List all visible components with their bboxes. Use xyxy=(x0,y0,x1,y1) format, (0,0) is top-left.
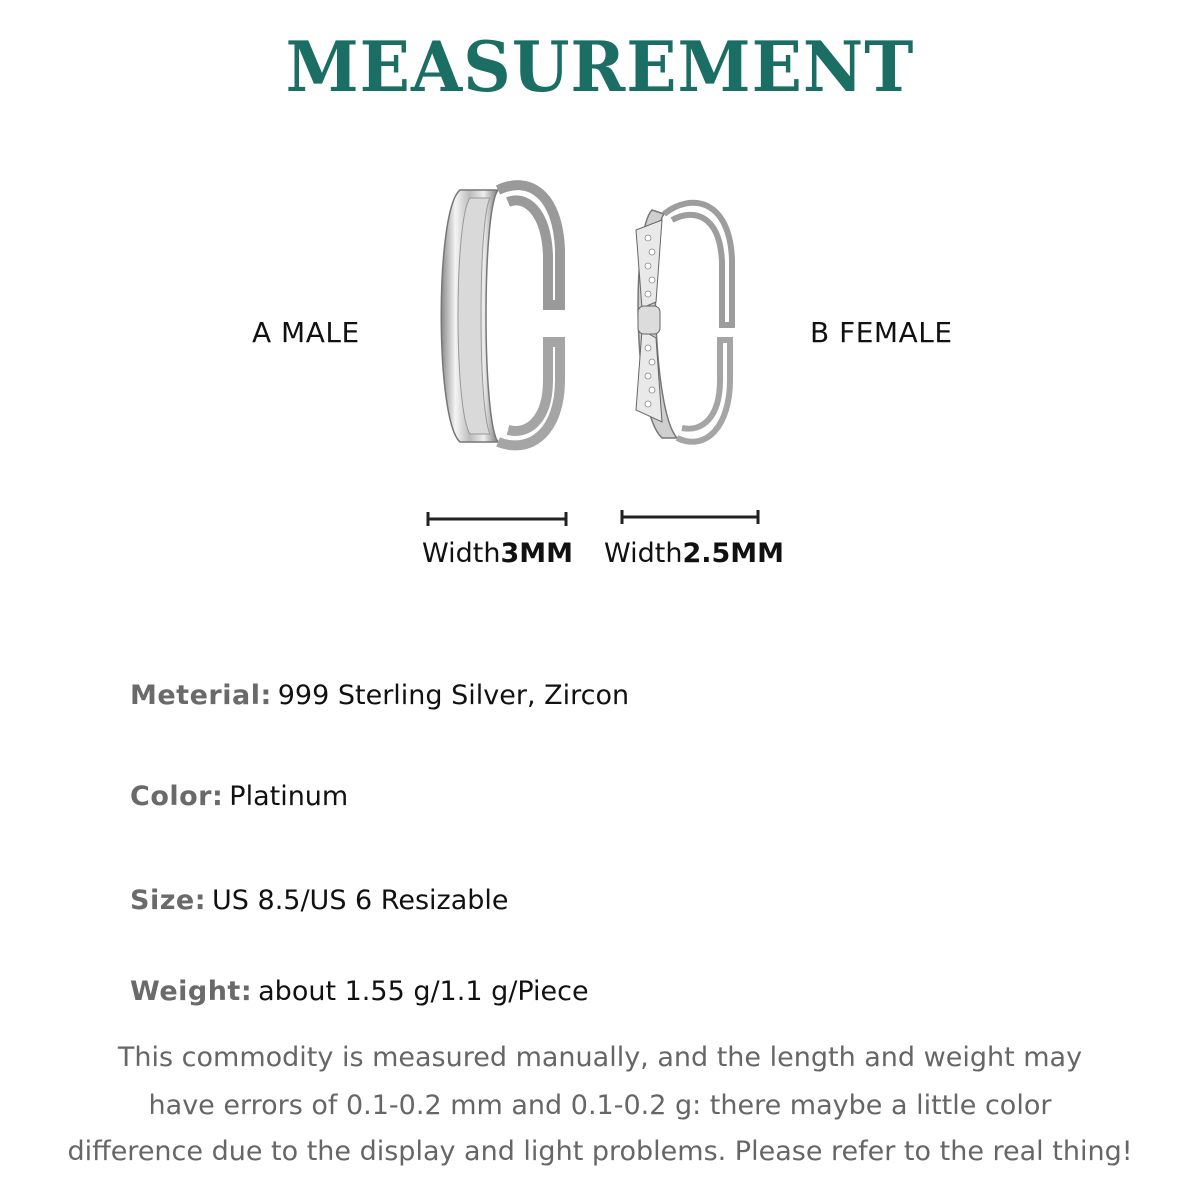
spec-material-key: Meterial: xyxy=(130,680,272,711)
spec-material xyxy=(130,680,629,711)
female-ring-label: B FEMALE xyxy=(810,316,953,349)
disclaimer-line-3: difference due to the display and light problems. Please refer to the real thing! xyxy=(67,1136,1133,1167)
spec-size-key: Size: xyxy=(130,885,207,916)
spec-color xyxy=(130,781,348,812)
spec-size-value: US 8.5/US 6 Resizable xyxy=(212,885,509,916)
spec-weight-value: about 1.55 g/1.1 g/Piece xyxy=(258,976,589,1007)
spec-color-key: Color: xyxy=(130,781,224,812)
male-ring-image xyxy=(420,170,580,460)
male-width-label xyxy=(422,538,573,569)
male-width-prefix: Width xyxy=(422,538,501,569)
spec-size xyxy=(130,885,509,916)
page-title: MEASUREMENT xyxy=(285,26,915,108)
female-width-bar xyxy=(620,508,760,526)
female-width-label xyxy=(604,538,784,569)
disclaimer-line-1: This commodity is measured manually, and the length and weight may xyxy=(117,1042,1083,1073)
spec-color-value: Platinum xyxy=(229,781,349,812)
spec-material-value: 999 Sterling Silver, Zircon xyxy=(277,680,630,711)
male-width-value: 3MM xyxy=(500,538,573,569)
disclaimer-line-2: have errors of 0.1-0.2 mm and 0.1-0.2 g: there maybe a little color xyxy=(148,1090,1052,1121)
female-ring-image xyxy=(622,190,742,450)
spec-weight xyxy=(130,976,589,1007)
spec-weight-key: Weight: xyxy=(130,976,253,1007)
male-width-bar xyxy=(426,510,568,528)
male-ring-label: A MALE xyxy=(252,316,360,349)
female-width-value: 2.5MM xyxy=(682,538,785,569)
female-width-prefix: Width xyxy=(604,538,683,569)
